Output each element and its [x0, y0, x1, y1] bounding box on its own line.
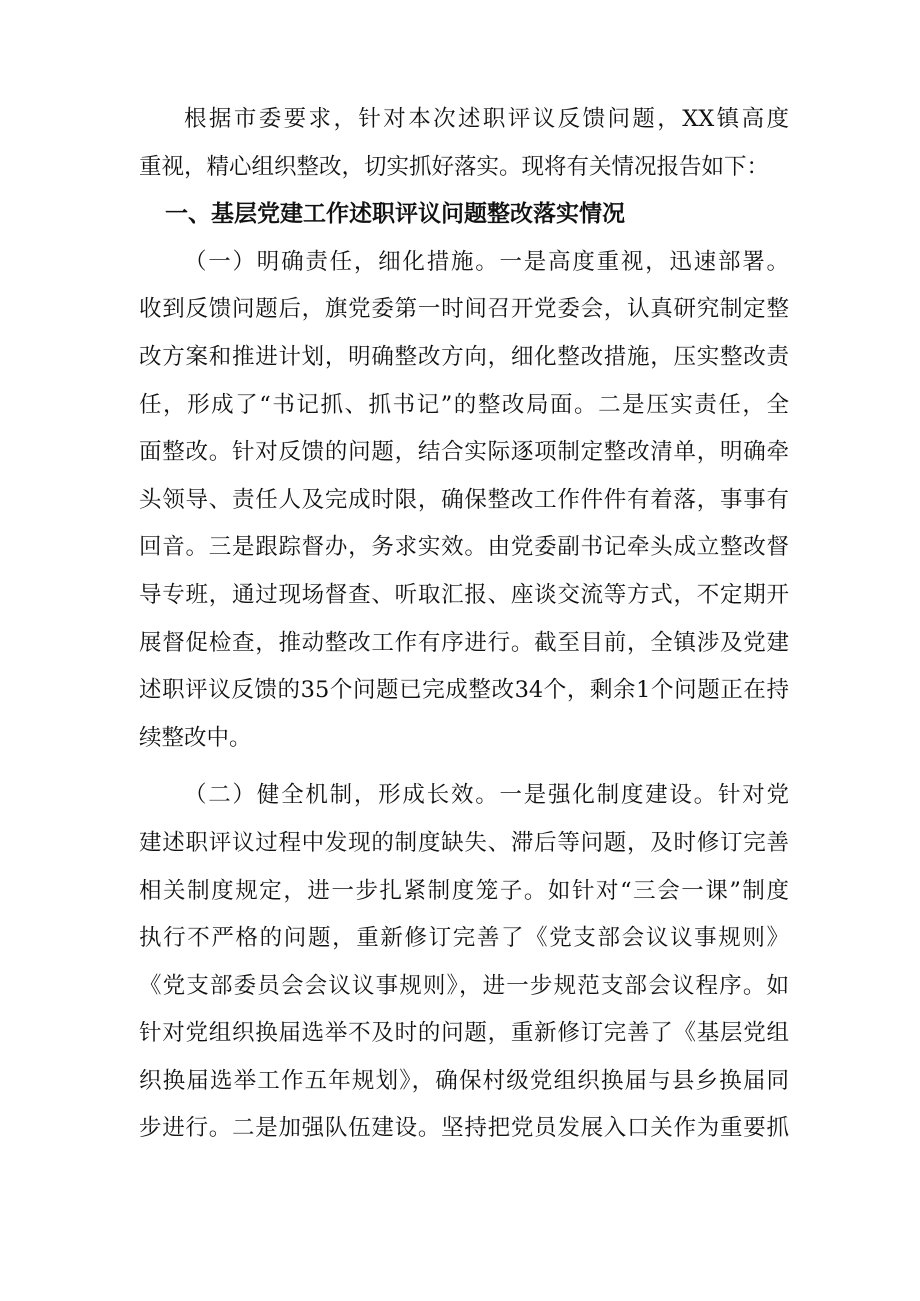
paragraph2-line-3: 相关制度规定，进一步扎紧制度笼子。如针对“三会一课”制度: [139, 877, 789, 904]
intro-line-1: 根据市委要求，针对本次述职评议反馈问题，XX镇高度: [184, 106, 789, 132]
paragraph2-line-5: 《党支部委员会会议议事规则》，进一步规范支部会议程序。如: [139, 972, 789, 999]
paragraph1-line-8: 导专班，通过现场督查、听取汇报、座谈交流等方式，不定期开: [139, 581, 789, 608]
intro-line-2: 重视，精心组织整改，切实抓好落实。现将有关情况报告如下：: [139, 153, 770, 180]
paragraph1-line-7: 回音。三是跟踪督办，务求实效。由党委副书记牵头成立整改督: [139, 534, 789, 561]
document-body: [139, 96, 789, 1153]
paragraph1-line-2: 收到反馈问题后，旗党委第一时间召开党委会，认真研究制定整: [139, 296, 789, 323]
paragraph2-line-7: 织换届选举工作五年规划》，确保村级党组织换届与县乡换届同: [139, 1067, 789, 1094]
paragraph1-line-1: （一）明确责任，细化措施。一是高度重视，迅速部署。: [184, 248, 789, 275]
paragraph1-line-5: 面整改。针对反馈的问题，结合实际逐项制定整改清单，明确牵: [139, 439, 789, 466]
paragraph1-line-10: 述职评议反馈的35个问题已完成整改34个，剩余1个问题正在持: [139, 677, 789, 704]
paragraph2-line-4: 执行不严格的问题，重新修订完善了《党支部会议议事规则》: [139, 925, 789, 952]
paragraph2-line-2: 建述职评议过程中发现的制度缺失、滞后等问题，及时修订完善: [139, 829, 789, 856]
paragraph2-line-8: 步进行。二是加强队伍建设。坚持把党员发展入口关作为重要抓: [139, 1115, 789, 1142]
section-heading: 一、基层党建工作述职评议问题整改落实情况: [165, 201, 625, 228]
paragraph1-line-3: 改方案和推进计划，明确整改方向，细化整改措施，压实整改责: [139, 343, 789, 370]
paragraph-gap: [139, 762, 789, 772]
paragraph1-line-4: 任，形成了“书记抓、抓书记”的整改局面。二是压实责任，全: [139, 391, 789, 418]
paragraph1-line-11: 续整改中。: [139, 724, 252, 751]
paragraph1-line-6: 头领导、责任人及完成时限，确保整改工作件件有着落，事事有: [139, 486, 789, 513]
paragraph2-line-6: 针对党组织换届选举不及时的问题，重新修订完善了《基层党组: [139, 1020, 789, 1047]
paragraph2-line-1: （二）健全机制，形成长效。一是强化制度建设。针对党: [184, 782, 789, 809]
paragraph1-line-9: 展督促检查，推动整改工作有序进行。截至目前，全镇涉及党建: [139, 629, 789, 656]
